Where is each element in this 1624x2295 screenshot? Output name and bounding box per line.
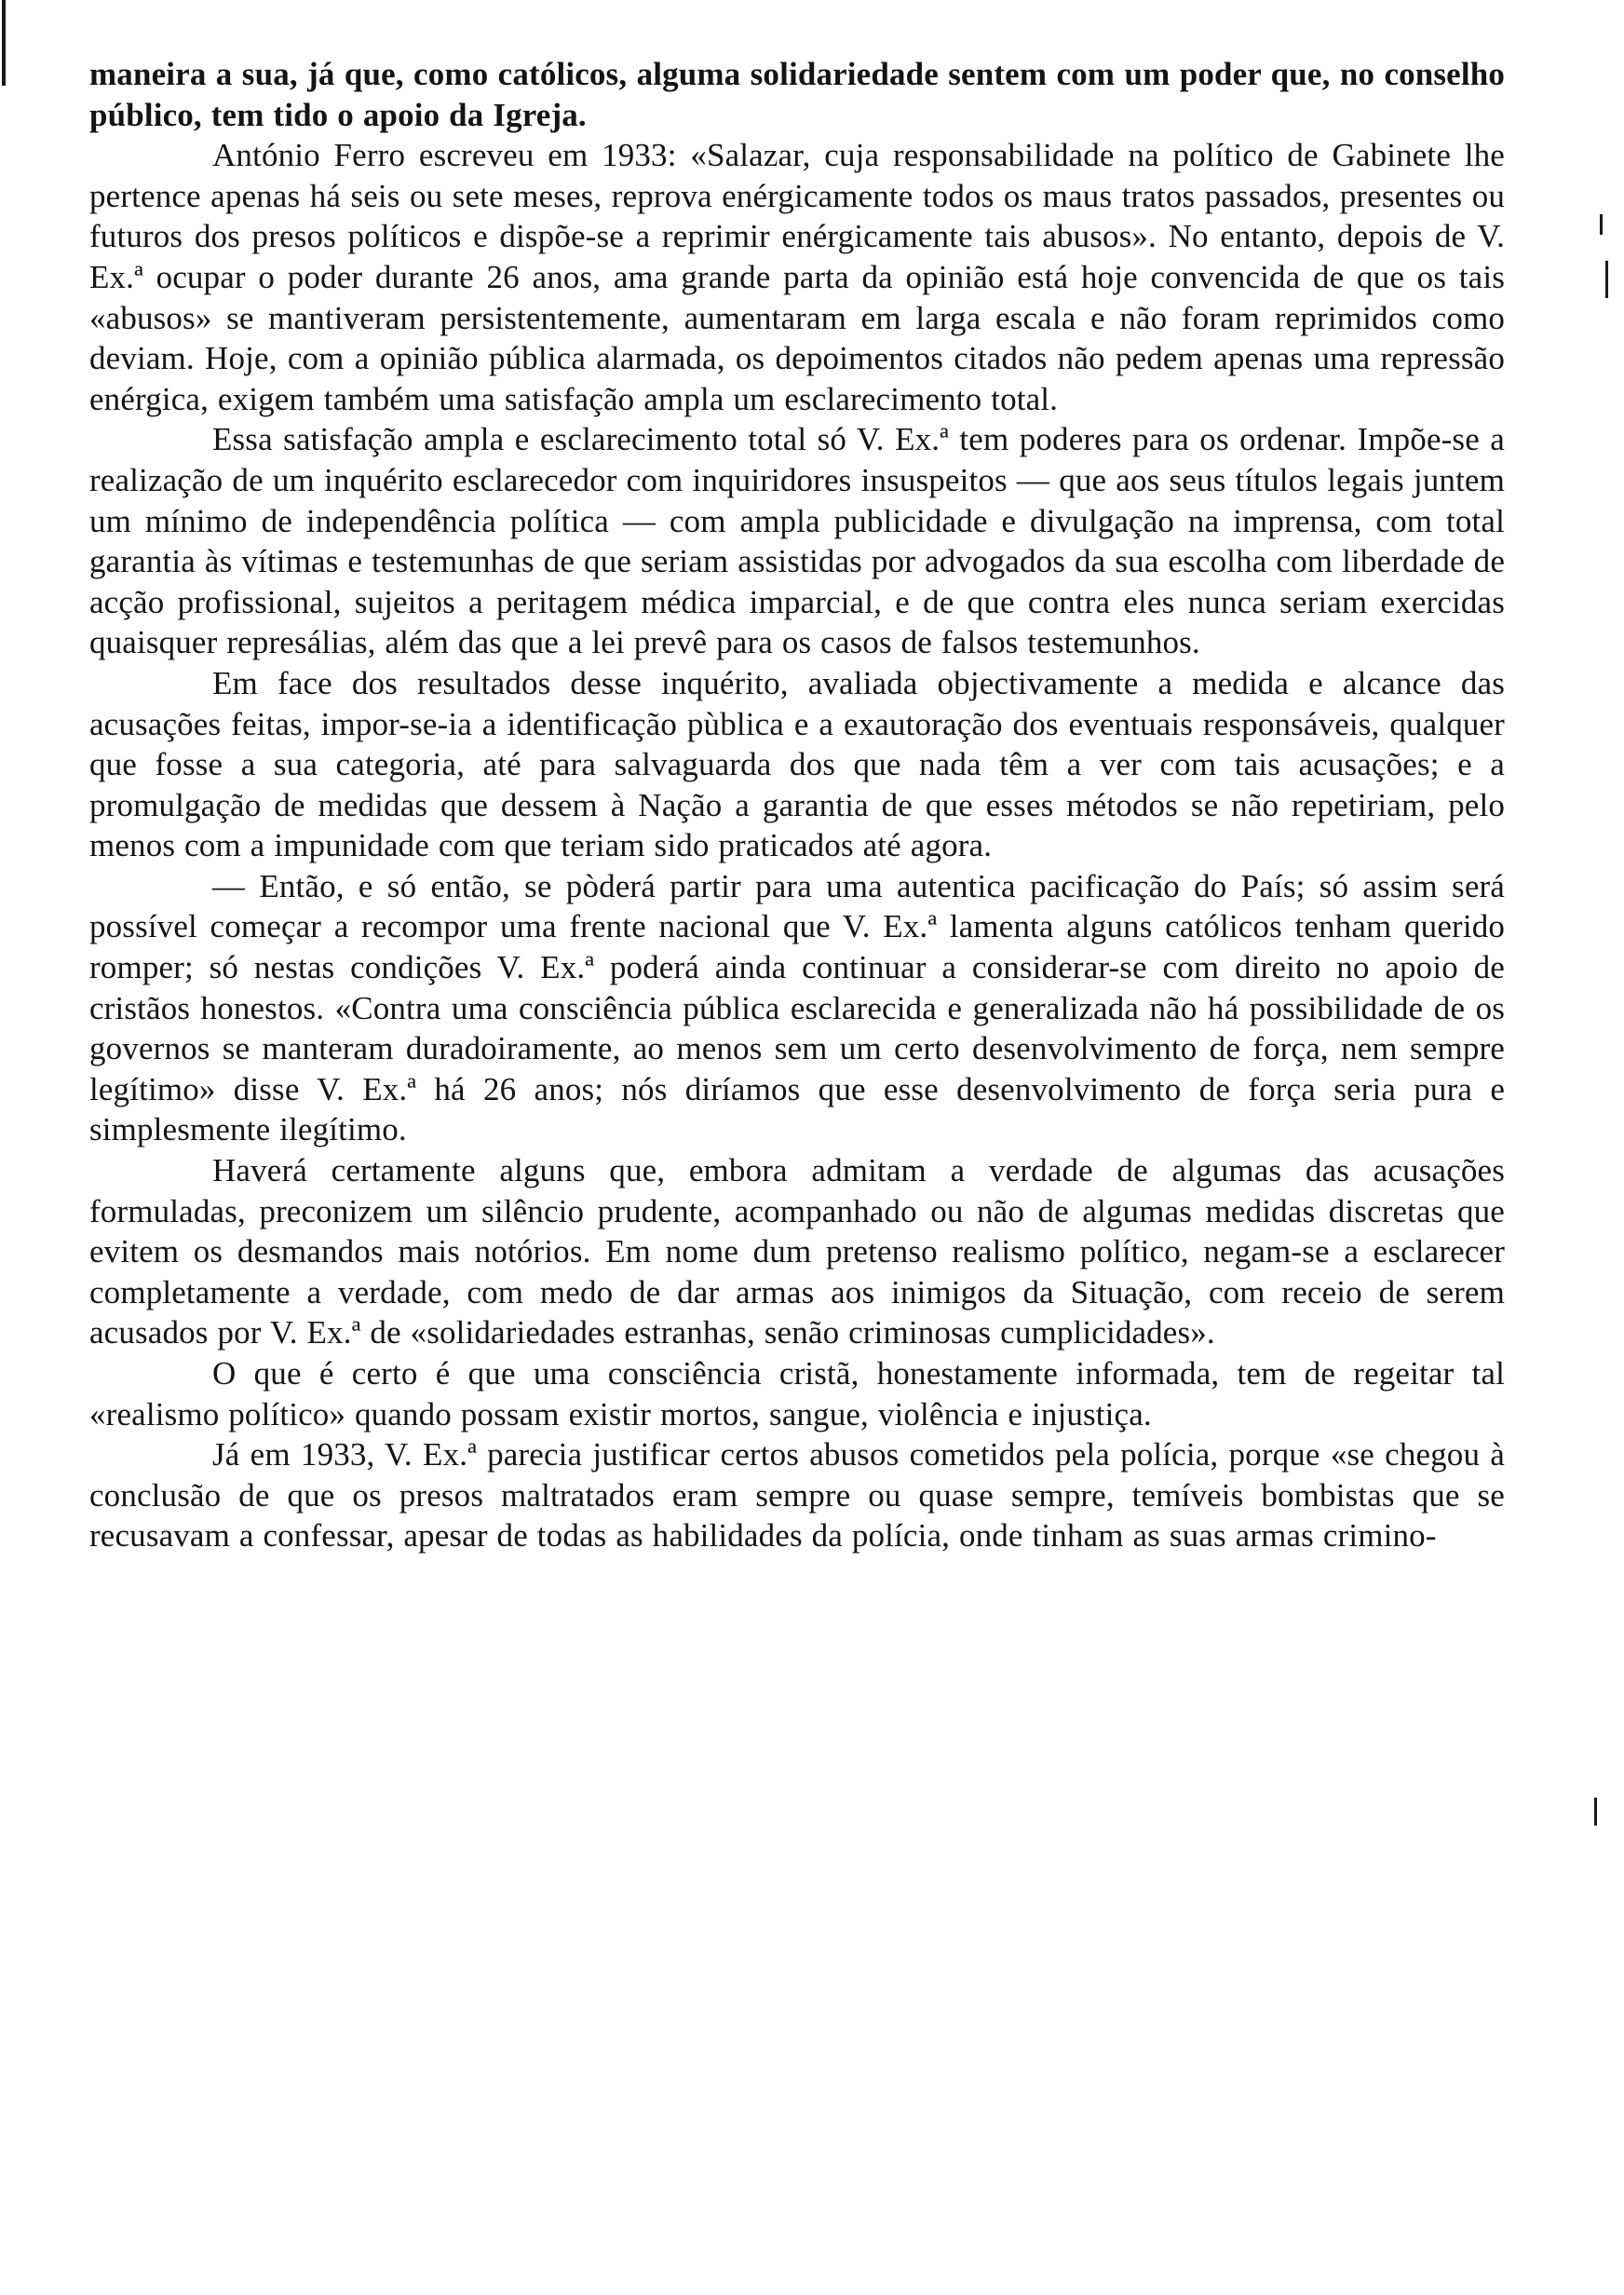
paragraph-antonio-ferro: António Ferro escreveu em 1933: «Salazar, cuja responsabilidade na político de Gabinete lhe pertence apenas há seis ou sete meses, reprova enérgicamente todos os maus tratos passados, presentes ou futuros dos presos políticos e dispõe-se a reprimir enérgicamente tais abusos». No entanto, depois de V. Ex.ª ocupar o poder durante 26 anos, ama grande parta da opinião está hoje convencida de que os tais «abusos» se mantiveram persistentemente, aumentaram em larga escala e não foram reprimidos como deviam. Hoje, com a opinião pública alarmada, os depoimentos citados não pedem apenas uma repressão enérgica, exigem também uma satisfação ampla um esclarecimento total.: [89, 137, 1505, 417]
paragraph-continuation: maneira a sua, já que, como católicos, alguma solidariedade sentem com um poder que, no conselho público, tem tido o apoio da Igreja.: [89, 56, 1505, 133]
scan-edge-mark: [2, 0, 6, 86]
page-text-block: [89, 54, 1505, 1556]
paragraph-inquiry-demand: Essa satisfação ampla e esclarecimento total só V. Ex.ª tem poderes para os ordenar. Impõe-se a realização de um inquérito esclarecedor com inquiridores insuspeitos — que aos seus títulos legais juntem um mínimo de independência política — com ampla publicidade e divulgação na imprensa, com total garantia às vítimas e testemunhas de que seriam assistidas por advogados da sua escolha com liberdade de acção profissional, sujeitos a peritagem médica imparcial, e de que contra eles nunca seriam exercidas quaisquer represálias, além das que a lei prevê para os casos de falsos testemunhos.: [89, 421, 1505, 661]
scan-margin-mark: [1600, 214, 1603, 235]
paragraph-political-realism: Haverá certamente alguns que, embora admitam a verdade de algumas das acusações formuladas, preconizem um silêncio prudente, acompanhado ou não de algumas medidas discretas que evitem os desmandos mais notórios. Em nome dum pretenso realismo político, negam-se a esclarecer completamente a verdade, com medo de dar armas aos inimigos da Situação, com receio de serem acusados por V. Ex.ª de «solidariedades estranhas, senão criminosas cumplicidades».: [89, 1152, 1505, 1351]
paragraph-1933-abuses: Já em 1933, V. Ex.ª parecia justificar certos abusos cometidos pela polícia, porque «se chegou à conclusão de que os presos maltratados eram sempre ou quase sempre, temíveis bombistas que se recusavam a confessar, apesar de todas as habilidades da polícia, onde tinham as suas armas crimino-: [89, 1436, 1505, 1555]
paragraph-pacification: — Então, e só então, se pòderá partir para uma autentica pacificação do País; só assim será possível começar a recompor uma frente nacional que V. Ex.ª lamenta alguns católicos tenham querido romper; só nestas condições V. Ex.ª poderá ainda continuar a considerar-se com direito no apoio de cristãos honestos. «Contra uma consciência pública esclarecida e generalizada não há possibilidade de os governos se manteram duradoiramente, ao menos sem um certo desenvolvimento de força, nem sempre legítimo» disse V. Ex.ª há 26 anos; nós diríamos que esse desenvolvimento de força seria pura e simplesmente ilegítimo.: [89, 867, 1505, 1148]
scan-margin-mark: [1605, 261, 1608, 298]
scan-margin-mark: [1594, 1798, 1597, 1826]
paragraph-christian-conscience: O que é certo é que uma consciência cristã, honestamente informada, tem de regeitar tal «realismo político» quando possam existir mortos, sangue, violência e injustiça.: [89, 1355, 1505, 1433]
paragraph-inquiry-results: Em face dos resultados desse inquérito, avaliada objectivamente a medida e alcance das acusações feitas, impor-se-ia a identificação pùblica e a exautoração dos eventuais responsáveis, qualquer que fosse a sua categoria, até para salvaguarda dos que nada têm a ver com tais acusações; e a promulgação de medidas que dessem à Nação a garantia de que esses métodos se não repetiriam, pelo menos com a impunidade com que teriam sido praticados até agora.: [89, 664, 1505, 864]
